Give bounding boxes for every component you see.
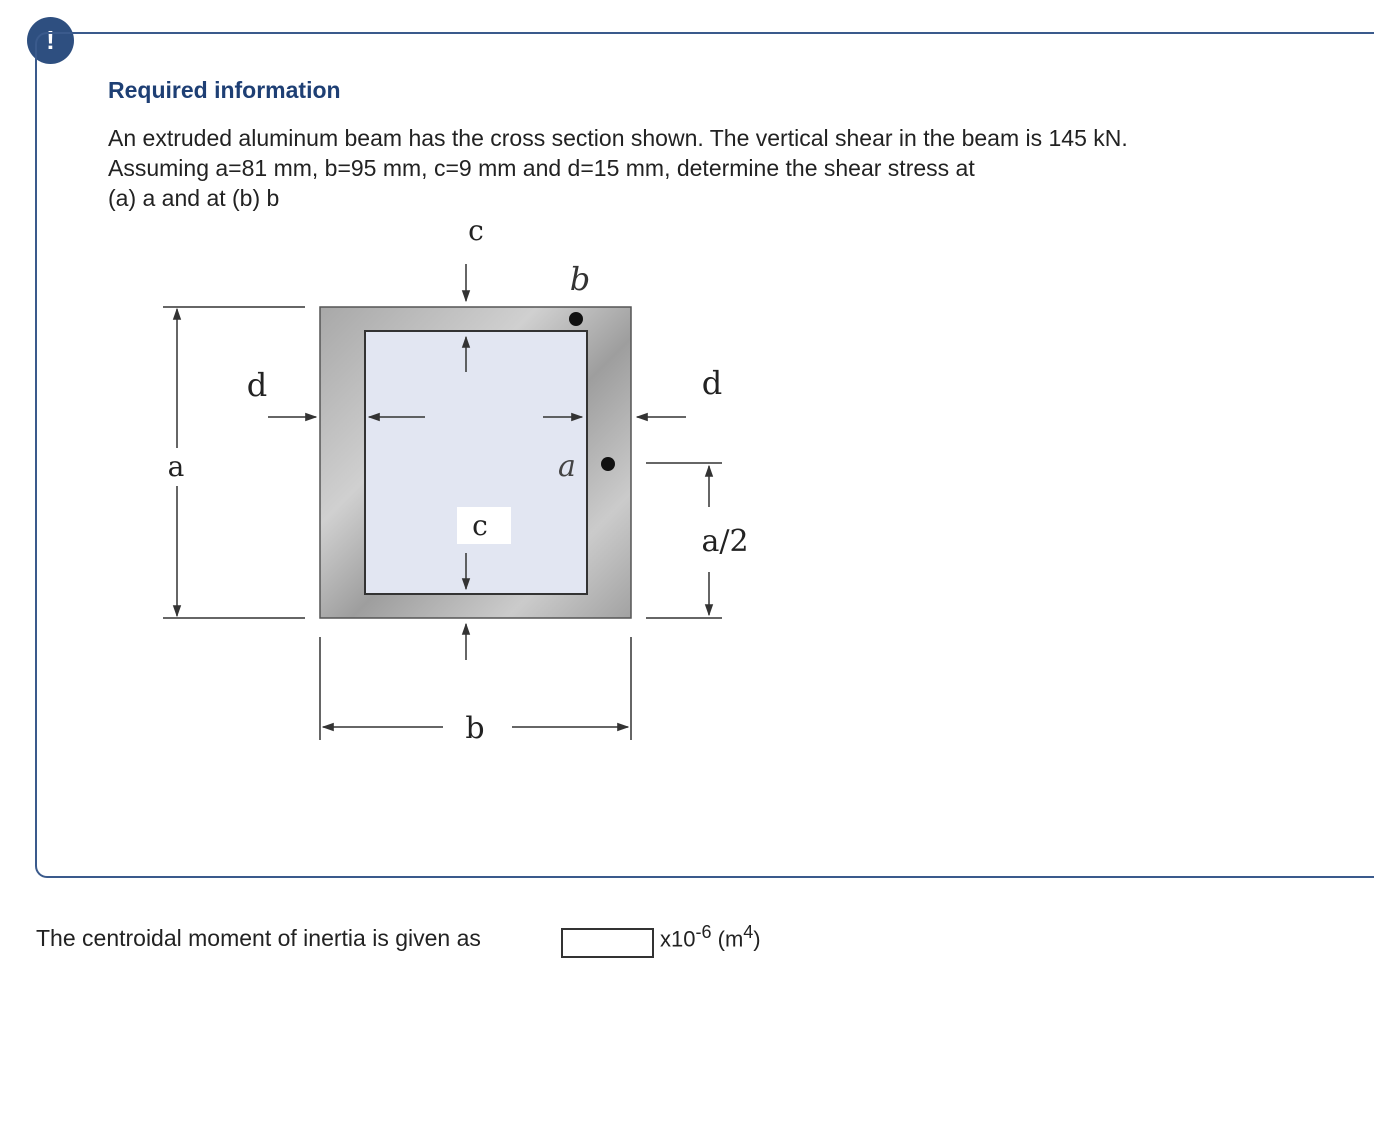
label-a-left: a (167, 450, 185, 483)
problem-text-line-2: Assuming a=81 mm, b=95 mm, c=9 mm and d=15 mm, determine the shear stress at (108, 155, 975, 181)
label-d-left: d (246, 366, 268, 404)
label-b-bottom: b (465, 711, 485, 746)
label-b-point: b (569, 260, 591, 298)
point-a-marker (601, 457, 615, 471)
alert-icon: ! (27, 17, 74, 64)
moment-of-inertia-input[interactable] (561, 928, 654, 958)
label-a-half: a/2 (701, 524, 749, 559)
label-d-right: d (701, 364, 723, 402)
label-c-inner: c (472, 509, 488, 542)
point-b-marker (569, 312, 583, 326)
problem-text-line-1: An extruded aluminum beam has the cross section shown. The vertical shear in the beam is 145 kN. (108, 125, 1128, 151)
inner-cavity (365, 331, 587, 594)
beam-cross-section-figure (150, 210, 770, 750)
label-a-point: a (558, 449, 576, 484)
answer-prompt-text: The centroidal moment of inertia is given as (36, 925, 481, 951)
label-c-top: c (468, 214, 484, 247)
required-info-title: Required information (108, 77, 341, 103)
answer-unit-label: $x10^{-6}$ $(m^4)$ (660, 922, 761, 952)
problem-text-line-3: (a) a and at (b) b (108, 185, 280, 211)
